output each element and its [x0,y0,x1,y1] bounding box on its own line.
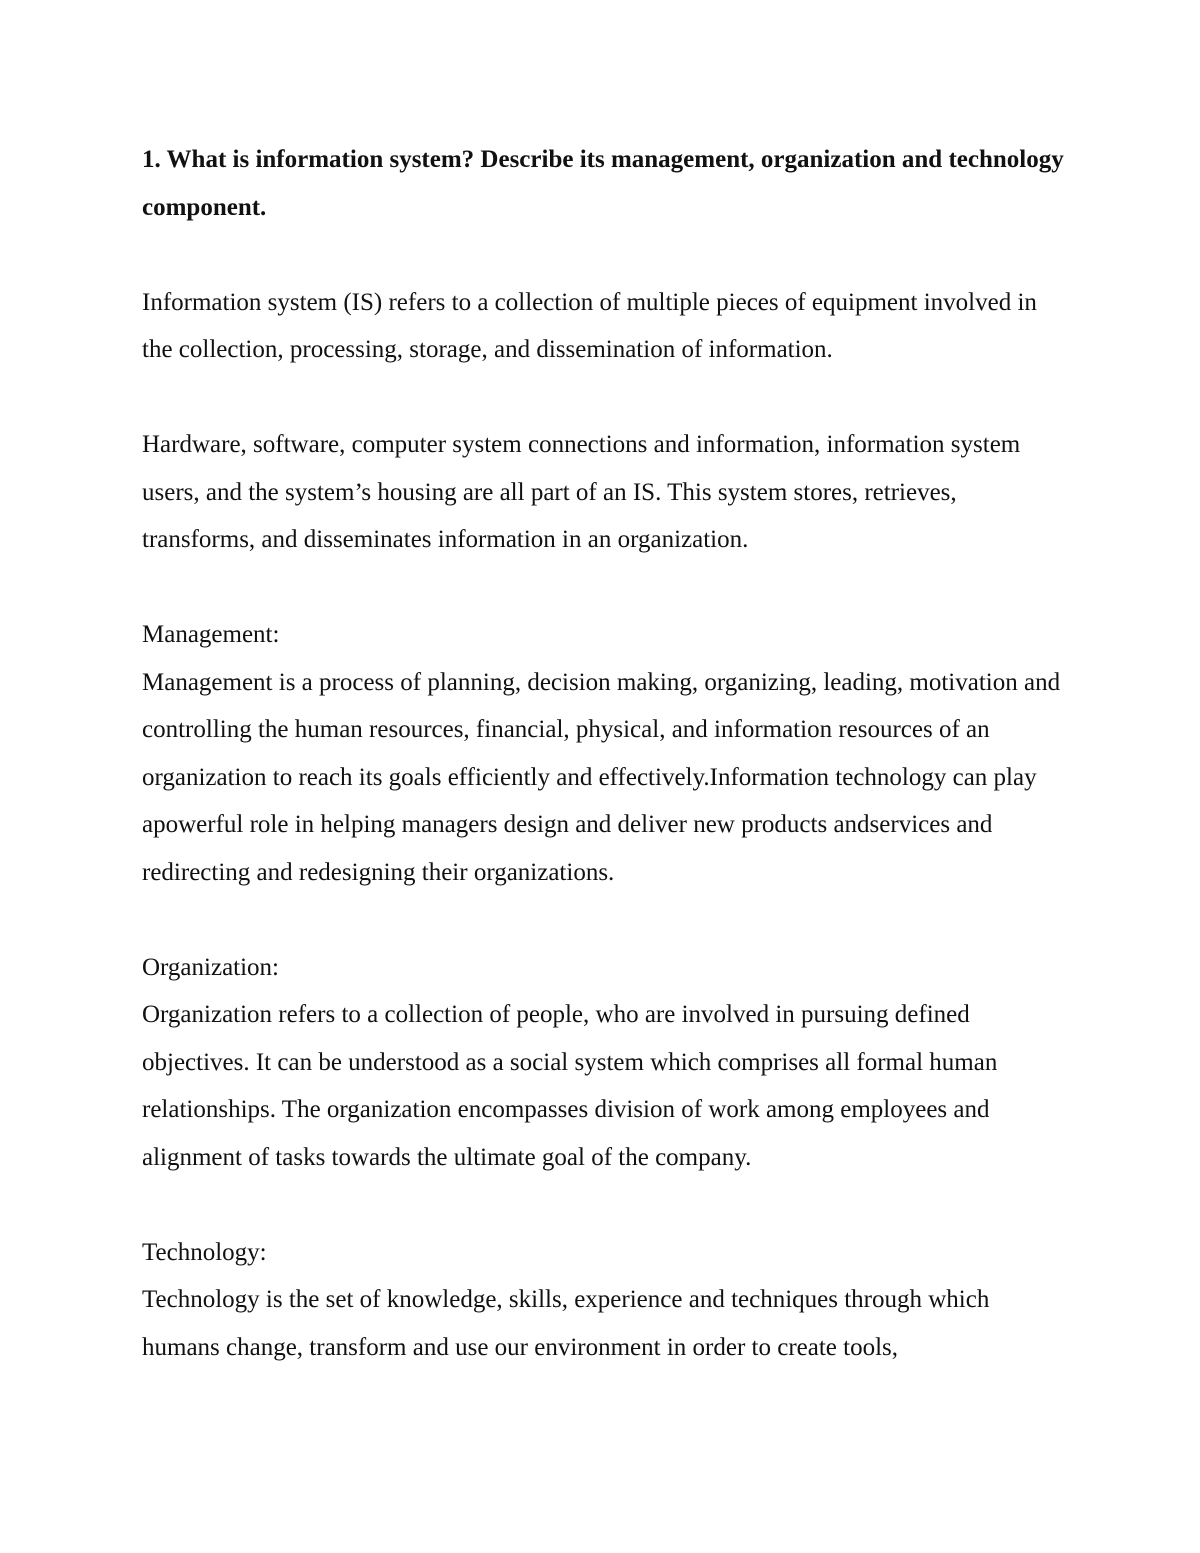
document-body [142,136,1072,1371]
intro-paragraph-2: Hardware, software, computer system connections and information, information system users, and the system’s housing are all part of an IS. This system stores, retrieves, transforms, and disseminates information in an organization. [142,431,1021,553]
management-heading: Management: [142,621,280,648]
technology-heading: Technology: [142,1238,267,1266]
intro-paragraph-1: Information system (IS) refers to a collection of multiple pieces of equipment involved in the collection, processing, storage, and dissemination of information. [142,288,1037,363]
organization-heading: Organization: [142,953,279,981]
management-paragraph: Management is a process of planning, decision making, organizing, leading, motivation and controlling the human resources, financial, physical, and information resources of an organization to reach its goals efficiently and effectively.Information technology can play apowerful role in helping managers design and deliver new products andservices and redirecting and redesigning their organizations. [142,668,1061,886]
question-heading: 1. What is information system? Describe its management, organization and technology component. [142,146,1064,221]
organization-paragraph: Organization refers to a collection of people, who are involved in pursuing defined objectives. It can be understood as a social system which comprises all formal human relationships. The organization encompasses division of work among employees and alignment of tasks towards the ultimate goal of the company. [142,1001,998,1171]
technology-paragraph: Technology is the set of knowledge, skills, experience and techniques through which humans change, transform and use our environment in order to create tools, [142,1286,990,1361]
